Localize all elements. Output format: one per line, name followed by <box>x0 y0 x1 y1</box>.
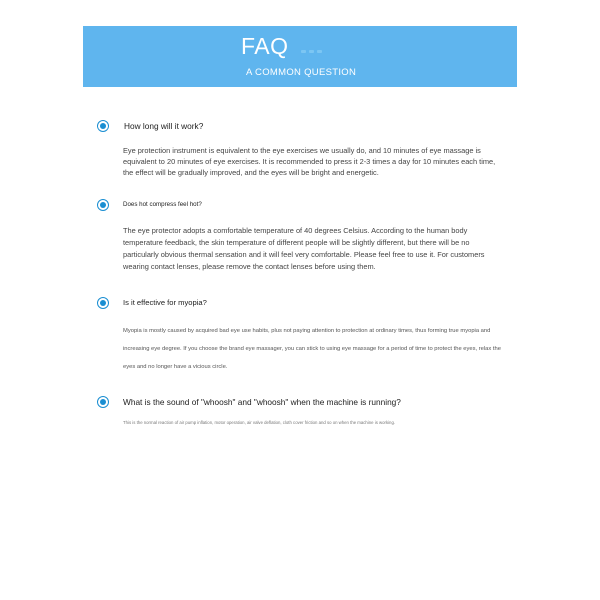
faq-question-row <box>97 120 507 136</box>
decorative-dots-icon <box>301 50 327 54</box>
faq-item <box>97 199 507 273</box>
faq-answer: Myopia is mostly caused by acquired bad eye use habits, plus not paying attention to protection at ordinary times, thus forming true myopia and increasing eye degree. If you choose the brand eye massager, you can stick to using eye massage for a period of time to protect the eyes, relax the eyes and no longer have a vicious circle. <box>123 328 501 370</box>
faq-question: How long will it work? <box>124 121 204 131</box>
faq-answer: The eye protector adopts a comfortable temperature of 40 degrees Celsius. According to the human body temperature feedback, the skin temperature of different people will be slightly different, but there will be no particularly obvious thermal sensation and it will feel very comfortable. Please feel free to use it. For customers wearing contact lenses, please remove the contact lenses before using them. <box>123 226 485 271</box>
faq-question-row <box>97 199 507 215</box>
bullet-circle-icon <box>97 297 109 309</box>
page-subtitle: A COMMON QUESTION <box>246 67 357 78</box>
bullet-circle-icon <box>97 396 109 408</box>
faq-answer: This is the normal reaction of air pump inflation, motor operation, air valve deflation, cloth cover friction and so on when the machine is working. <box>123 420 396 425</box>
faq-header-banner <box>83 26 517 87</box>
faq-question-row <box>97 297 507 313</box>
page-title: FAQ <box>241 33 289 59</box>
faq-question-row <box>97 396 507 412</box>
faq-item <box>97 396 507 426</box>
bullet-circle-icon <box>97 120 109 132</box>
faq-question: Is it effective for myopia? <box>123 298 207 307</box>
bullet-circle-icon <box>97 199 109 211</box>
faq-answer: Eye protection instrument is equivalent to the eye exercises we usually do, and 10 minutes of eye massage is equivalent to 20 minutes of eye exercises. It is recommended to press it 2-3 times a day for 10 minutes each time, the effect will be gradually improved, and the eyes will be bright and energetic. <box>123 146 496 177</box>
faq-item <box>97 297 507 376</box>
faq-question: Does hot compress feel hot? <box>123 201 202 208</box>
faq-item <box>97 120 507 178</box>
faq-question: What is the sound of "whoosh" and "whoosh" when the machine is running? <box>123 397 401 407</box>
